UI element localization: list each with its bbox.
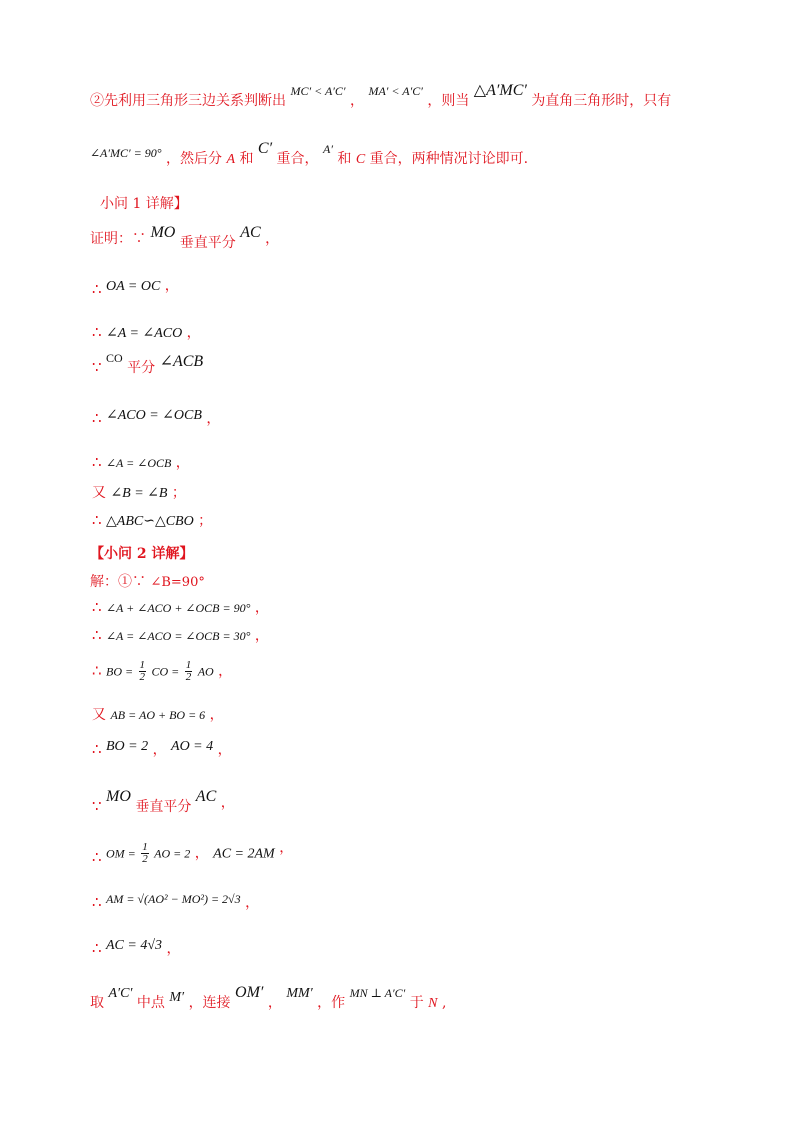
text: ，	[218, 663, 233, 680]
analysis-line-1	[90, 82, 672, 110]
denominator: 2	[139, 671, 146, 683]
text: ，	[164, 278, 179, 294]
therefore-symbol: ∴	[92, 740, 102, 758]
text: ，	[220, 795, 235, 811]
math-expr: OM =	[106, 846, 136, 861]
math-expr: ∠A = ∠ACO = ∠OCB = 30°	[106, 629, 251, 643]
numerator: 1	[185, 659, 192, 671]
text: ，	[175, 455, 190, 471]
text: ，	[245, 895, 260, 911]
math-expr: AC = 2AM	[213, 846, 275, 862]
numerator: 1	[142, 841, 148, 853]
text: ,	[441, 995, 447, 1011]
math-expr: AC = 4√3	[106, 938, 163, 953]
numerator: 1	[139, 659, 146, 671]
math-expr: MC′ < A′C′	[290, 84, 346, 98]
therefore-symbol: ∴	[92, 280, 102, 298]
text: ，	[166, 941, 181, 957]
solution-line-11	[90, 984, 447, 1012]
math-expr: ∠A = ∠OCB	[106, 456, 172, 470]
math-var: A′	[322, 142, 333, 156]
math-expr: ∠ACB	[159, 353, 204, 370]
text: 垂直平分	[179, 235, 236, 251]
solution-line-3	[92, 625, 269, 645]
math-var: C	[355, 152, 366, 167]
solution-line-10	[92, 934, 181, 957]
therefore-symbol: ∴	[92, 847, 102, 866]
text: 取	[90, 995, 104, 1011]
math-expr: △A′MC′	[473, 82, 527, 99]
math-expr: AO = 2	[154, 846, 191, 861]
math-expr: ∠A + ∠ACO + ∠OCB = 90°	[106, 601, 251, 615]
math-expr: AM = √(AO² − MO²) = 2√3	[106, 892, 241, 906]
text: 和	[239, 151, 254, 167]
math-var: C′	[257, 140, 273, 157]
proof-line-7	[92, 482, 186, 502]
therefore-symbol: ∴	[92, 598, 102, 616]
math-var: A	[226, 152, 235, 167]
text: ，	[186, 325, 201, 341]
text: ，则当	[427, 93, 470, 109]
fraction	[141, 842, 149, 865]
text: 于	[409, 995, 424, 1011]
text: ，	[152, 742, 167, 758]
text: 重合，	[276, 151, 319, 167]
fraction	[185, 660, 193, 683]
math-expr: △ABC∽△CBO	[106, 514, 194, 529]
math-expr: BO = 2	[106, 739, 149, 754]
solution-line-9	[92, 888, 260, 911]
denominator: 2	[142, 853, 148, 865]
text: ，	[206, 411, 221, 427]
therefore-symbol: ∴	[92, 511, 102, 529]
math-expr: ∠A′MC′ = 90°	[90, 146, 162, 160]
therefore-symbol: ∴	[92, 323, 102, 341]
proof-line-8	[92, 510, 212, 530]
text: ，然后分	[165, 151, 222, 167]
text: ，作	[317, 995, 346, 1011]
proof-line-2	[92, 275, 179, 298]
text: ，	[217, 742, 232, 758]
also-text: 又	[92, 707, 106, 723]
math-expr: AO = 4	[171, 739, 214, 754]
math-expr: ∠ACO = ∠OCB	[106, 408, 202, 423]
therefore-symbol: ∴	[92, 626, 102, 644]
denominator: 2	[185, 671, 192, 683]
text: 和	[337, 151, 352, 167]
section-heading-1: 小问 1 详解】	[100, 196, 188, 212]
text: ，	[254, 628, 269, 644]
fraction	[139, 660, 147, 683]
math-expr: MM′	[286, 986, 313, 1001]
text: ；	[198, 513, 213, 529]
math-expr: AO	[197, 664, 214, 679]
text: 解：①∵	[90, 574, 146, 590]
math-expr: ∠B = ∠B	[110, 486, 168, 501]
text: 平分	[127, 360, 156, 376]
proof-line-5	[92, 404, 221, 427]
also-text: 又	[92, 485, 106, 501]
solution-line-4	[92, 660, 232, 683]
math-expr: AC	[240, 224, 261, 241]
text: ；	[171, 485, 186, 501]
math-expr: BO =	[106, 664, 134, 679]
math-expr: MO	[150, 224, 176, 241]
math-expr: A′C′	[108, 986, 133, 1001]
solution-line-5	[92, 704, 224, 724]
math-expr: ∠B=90°	[150, 575, 205, 590]
proof-line-4	[92, 351, 204, 377]
solution-line-6	[92, 735, 232, 758]
therefore-symbol: ∴	[92, 409, 102, 427]
text: 中点	[136, 995, 165, 1011]
math-var: N	[428, 996, 438, 1011]
text: ②先利用三角形三边关系判断出	[90, 93, 286, 109]
text: ，	[194, 845, 209, 862]
because-symbol: ∵	[92, 797, 102, 815]
math-expr: CO	[106, 351, 123, 365]
solution-line-2	[92, 597, 269, 617]
because-symbol: ∵	[92, 358, 102, 376]
therefore-symbol: ∴	[92, 453, 102, 471]
math-expr: OM′	[235, 984, 264, 1001]
text: ，	[265, 231, 280, 247]
therefore-symbol: ∴	[92, 939, 102, 957]
analysis-line-2	[90, 140, 529, 168]
solution-line-1	[90, 571, 205, 591]
math-expr: ∠A = ∠ACO	[106, 326, 183, 341]
therefore-symbol: ∴	[92, 661, 102, 680]
proof-line-3	[92, 322, 201, 342]
text: ，	[209, 707, 224, 723]
math-expr: OA = OC	[106, 279, 161, 294]
math-expr: AC	[195, 788, 217, 805]
proof-line-6	[92, 452, 190, 472]
solution-line-8	[92, 839, 294, 866]
math-expr: MA′ < A′C′	[368, 84, 423, 98]
text: ，连接	[188, 995, 231, 1011]
math-expr: CO =	[151, 664, 180, 679]
text: ，	[267, 995, 282, 1011]
text: ，	[350, 93, 364, 109]
therefore-symbol: ∴	[92, 893, 102, 911]
math-expr: M′	[169, 990, 185, 1005]
text: 垂直平分	[135, 799, 192, 815]
text: 为直角三角形时，只有	[531, 93, 672, 109]
math-expr: MO	[106, 788, 131, 805]
section-heading-2: 【小问 2 详解】	[90, 546, 194, 562]
solution-line-7	[92, 788, 235, 815]
text: 证明：∵	[90, 231, 146, 247]
proof-line-1	[90, 224, 280, 251]
text: ，	[279, 839, 294, 856]
math-expr: MN ⊥ A′C′	[349, 986, 406, 1000]
math-expr: AB = AO + BO = 6	[110, 708, 206, 722]
text: ，	[254, 600, 269, 616]
text: 重合，两种情况讨论即可.	[369, 151, 529, 167]
